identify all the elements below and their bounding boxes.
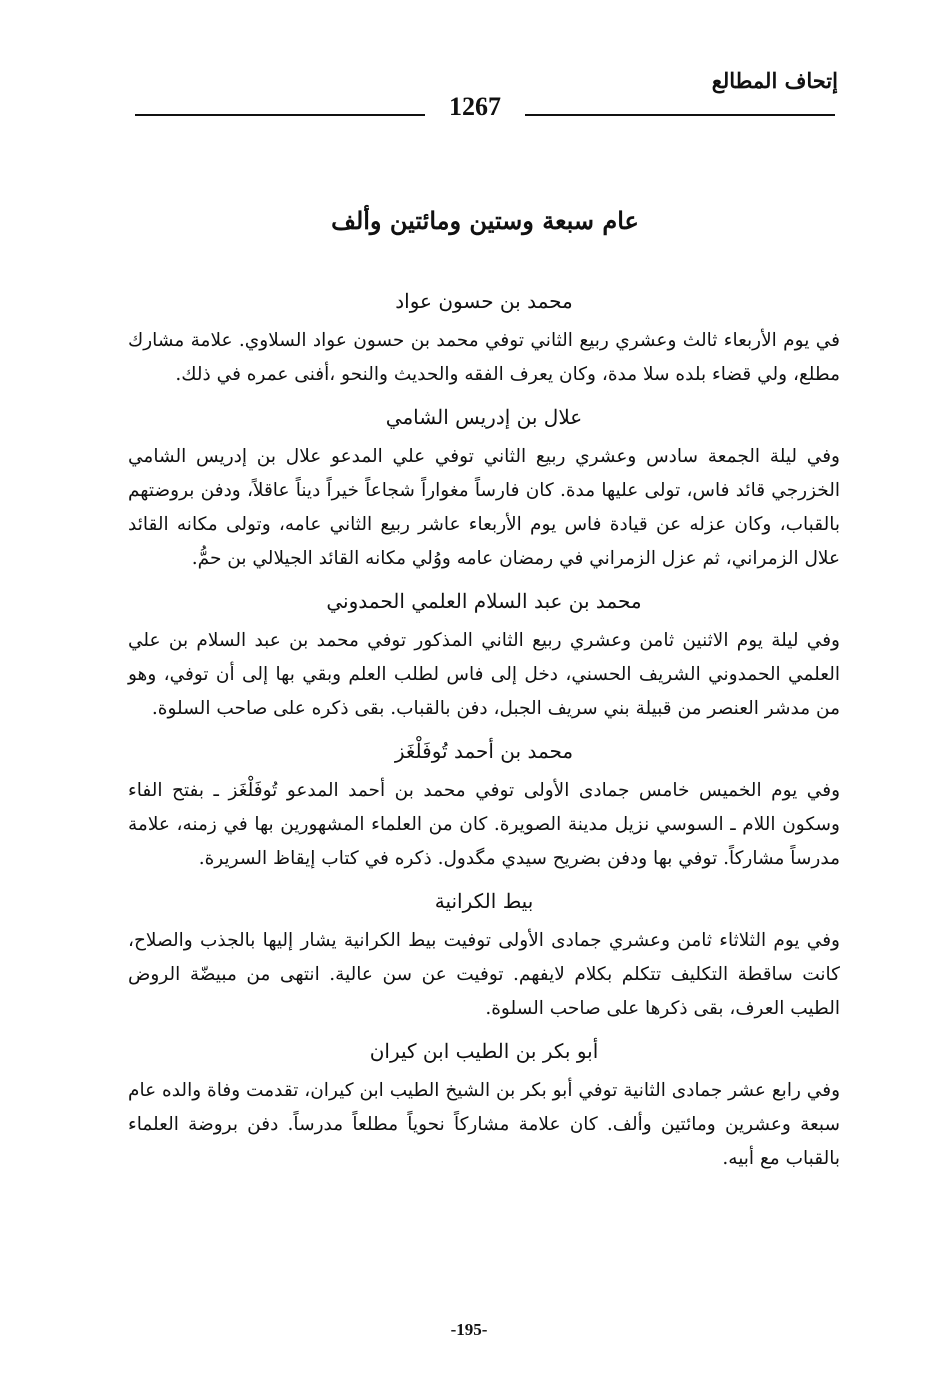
running-title: إتحاف المطالع (711, 68, 838, 93)
entry-heading: علال بن إدريس الشامي (385, 405, 583, 429)
entry-heading: محمد بن حسون عواد (395, 289, 573, 313)
entry-body: وفي ليلة الجمعة سادس وعشري ربيع الثاني توفي علي المدعو علال بن إدريس الشامي الخزرجي قائد فاس، تولى عليها مدة. كان فارساً مغواراً شجاعاً خيراً ديناً عاقلاً، ودفن بروضتهم بالقباب، وكان عزله عن قيادة فاس يوم الأربعاء عاشر ربيع الثاني عامه، وتولى مكانه القائد علال الزمراني، ثم عزل الزمراني في رمضان عامه ووُلي مكانه القائد الجيلالي بن حمُّ. (128, 446, 840, 569)
entry (128, 586, 840, 726)
entry (128, 402, 840, 576)
entry (128, 886, 840, 1026)
year-number: 1267 (449, 92, 501, 121)
entry-heading: محمد بن عبد السلام العلمي الحمدوني (326, 589, 642, 613)
entry-heading: محمد بن أحمد تُوفَلْغَز (394, 739, 574, 763)
header-rule-right (525, 114, 835, 116)
entry (128, 1036, 840, 1176)
entries-list (128, 286, 840, 1186)
entry-body: وفي رابع عشر جمادى الثانية توفي أبو بكر بن الشيخ الطيب ابن كيران، تقدمت وفاة والده عام سبعة وعشرين ومائتين وألف. كان علامة مشاركاً نحوياً مطلعاً مدرساً. دفن بروضة العلماء بالقباب مع أبيه. (128, 1080, 840, 1169)
entry-body: وفي ليلة يوم الاثنين ثامن وعشري ربيع الثاني المذكور توفي محمد بن عبد السلام بن علي العلمي الحمدوني الشريف الحسني، دخل إلى فاس لطلب العلم وبقي بها إلى أن توفي، وهو من مدشر العنصر من قبيلة بني سريف الجبل، دفن بالقباب. بقى ذكره على صاحب السلوة. (128, 630, 840, 719)
header-rule-left (135, 114, 425, 116)
entry (128, 286, 840, 392)
entry-body: وفي يوم الثلاثاء ثامن وعشري جمادى الأولى توفيت بيط الكرانية يشار إليها بالجذب والصلاح، كانت ساقطة التكليف تتكلم بكلام لايفهم. توفيت عن سن عالية. انتهى من مبيضّة الروض الطيب العرف، بقى ذكرها على صاحب السلوة. (128, 930, 840, 1019)
entry (128, 736, 840, 876)
chapter-title: عام سبعة وستين ومائتين وألف (331, 206, 639, 235)
entry-heading: بيط الكرانية (434, 889, 534, 913)
entry-heading: أبو بكر بن الطيب ابن كيران (369, 1039, 599, 1063)
entry-body: وفي يوم الخميس خامس جمادى الأولى توفي محمد بن أحمد المدعو تُوفَلْغَز ـ بفتح الفاء وسكون اللام ـ السوسي نزيل مدينة الصويرة. كان من العلماء المشهورين بها في زمنه، علامة مدرساً مشاركاً. توفي بها ودفن بضريح سيدي مگدول. ذكره في كتاب إيقاظ السريرة. (128, 780, 840, 869)
page-number: -195- (450, 1320, 488, 1339)
entry-body: في يوم الأربعاء ثالث وعشري ربيع الثاني توفي محمد بن حسون عواد السلاوي. علامة مشارك مطلع، ولي قضاء بلده سلا مدة، وكان يعرف الفقه والحديث والنحو ،أفنى عمره في ذلك. (128, 330, 840, 385)
